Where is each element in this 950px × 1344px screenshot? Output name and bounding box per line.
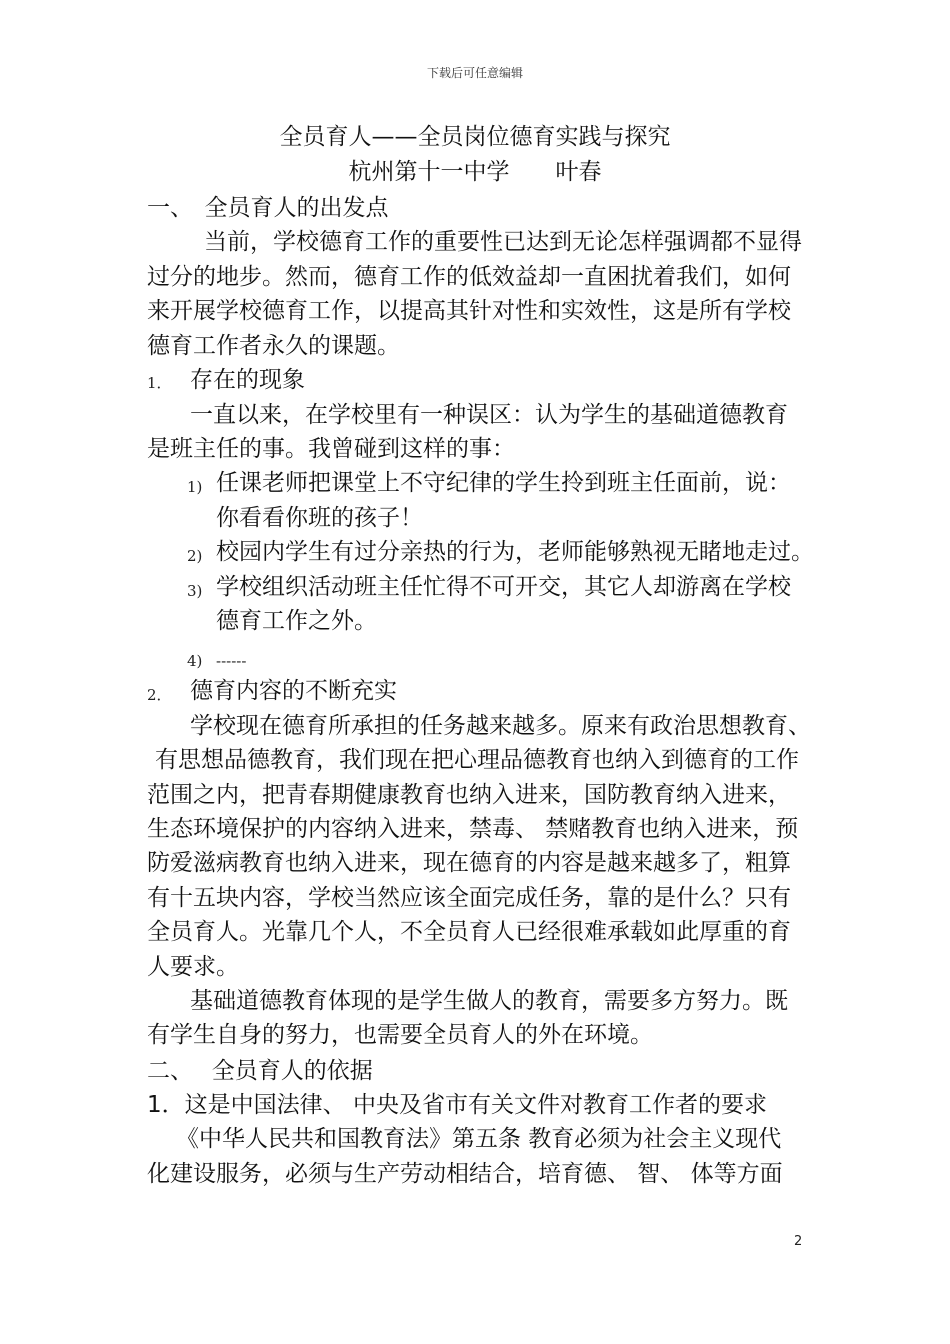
list-item-number: 1) <box>187 478 203 496</box>
section-heading: 一、 全员育人的出发点 <box>147 195 389 221</box>
page-number: 2 <box>794 1234 803 1249</box>
paragraph-line: 化建设服务，必须与生产劳动相结合，培育德、 智、 体等方面 <box>147 1161 783 1187</box>
subsection-number: 2． <box>147 686 172 704</box>
list-item-text: 你看看你班的孩子！ <box>216 505 423 531</box>
paragraph-line: 德育工作者永久的课题。 <box>147 333 400 359</box>
paragraph-line: 有十五块内容，学校当然应该全面完成任务，靠的是什么？只有 <box>147 885 791 911</box>
list-item-text: 任课老师把课堂上不守纪律的学生拎到班主任面前，说： <box>216 470 791 496</box>
list-item-number: 3) <box>187 582 203 600</box>
list-item-text: ------ <box>216 652 247 670</box>
list-item-text: 德育工作之外。 <box>216 608 377 634</box>
paragraph-line: 学校现在德育所承担的任务越来越多。原来有政治思想教育、 <box>190 713 811 739</box>
subsection-title: 存在的现象 <box>190 367 305 393</box>
document-title: 全员育人——全员岗位德育实践与探究 <box>279 124 671 150</box>
paragraph-line: 防爱滋病教育也纳入进来，现在德育的内容是越来越多了，粗算 <box>147 850 791 876</box>
subsection-heading: 1．这是中国法律、 中央及省市有关文件对教育工作者的要求 <box>147 1092 767 1118</box>
paragraph-line: 是班主任的事。我曾碰到这样的事： <box>147 436 515 462</box>
list-item-text: 校园内学生有过分亲热的行为，老师能够熟视无睹地走过。 <box>216 539 814 565</box>
list-item-number: 2) <box>187 547 203 565</box>
paragraph-line: 人要求。 <box>147 954 239 980</box>
paragraph-line: 过分的地步。然而，德育工作的低效益却一直困扰着我们，如何 <box>147 264 791 290</box>
paragraph-line: 《中华人民共和国教育法》第五条 教育必须为社会主义现代 <box>176 1126 782 1152</box>
paragraph-line: 来开展学校德育工作，以提高其针对性和实效性，这是所有学校 <box>147 298 791 324</box>
paragraph-line: 全员育人。光靠几个人，不全员育人已经很难承载如此厚重的育 <box>147 919 791 945</box>
paragraph-line: 生态环境保护的内容纳入进来，禁毒、 禁赌教育也纳入进来，预 <box>147 816 799 842</box>
paragraph-line: 一直以来，在学校里有一种误区：认为学生的基础道德教育 <box>190 402 788 428</box>
paragraph-line: 有思想品德教育，我们现在把心理品德教育也纳入到德育的工作 <box>155 747 799 773</box>
section-heading: 二、 全员育人的依据 <box>147 1058 373 1084</box>
author-line: 杭州第十一中学 叶春 <box>348 159 602 185</box>
list-item-number: 4) <box>187 652 203 670</box>
list-item-text: 学校组织活动班主任忙得不可开交，其它人却游离在学校 <box>216 574 791 600</box>
subsection-title: 德育内容的不断充实 <box>190 678 397 704</box>
page-header-note: 下载后可任意编辑 <box>426 66 523 80</box>
paragraph-line: 范围之内，把青春期健康教育也纳入进来，国防教育纳入进来， <box>147 782 791 808</box>
paragraph-line: 基础道德教育体现的是学生做人的教育，需要多方努力。既 <box>190 988 788 1014</box>
paragraph-line: 当前，学校德育工作的重要性已达到无论怎样强调都不显得 <box>204 229 802 255</box>
paragraph-line: 有学生自身的努力，也需要全员育人的外在环境。 <box>147 1022 653 1048</box>
subsection-number: 1． <box>147 374 172 392</box>
